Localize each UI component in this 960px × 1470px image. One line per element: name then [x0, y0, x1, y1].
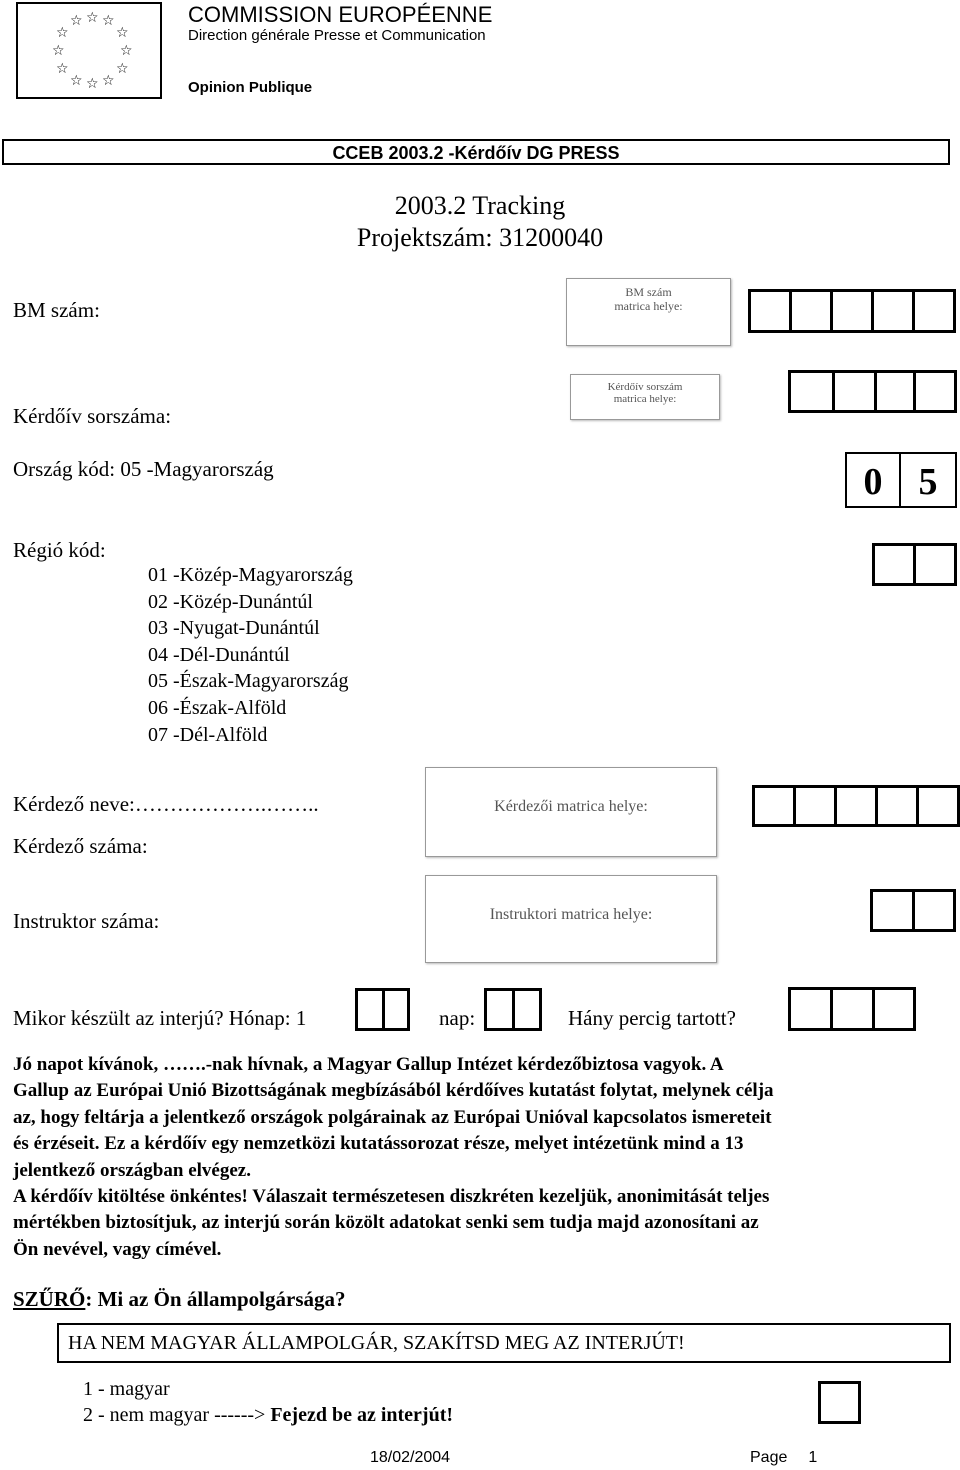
answer-option-2-action: Fejezd be az interjút!	[270, 1404, 454, 1426]
country-code-label-bold: Ország kód:	[13, 457, 116, 481]
org-unit: Opinion Publique	[188, 79, 313, 96]
interviewer-digit-box[interactable]	[916, 785, 960, 827]
intro-line: Gallup az Európai Unió Bizottságának megbízásából kérdőíves kutatást folytat, melynek célja	[13, 1080, 774, 1102]
serial-digit-box[interactable]	[788, 370, 835, 413]
bm-digit-box[interactable]	[871, 289, 915, 333]
intro-line: jelentkező országban elvégez.	[13, 1159, 251, 1181]
country-code-label	[13, 457, 274, 482]
region-code-label: Régió kód:	[13, 538, 106, 562]
filter-warning-box	[57, 1323, 951, 1363]
intro-line: A kérdőív kitöltése önkéntes! Válaszait természetesen diszkréten kezeljük, anonimitását teljes	[13, 1186, 770, 1208]
filter-label: SZŰRŐ	[13, 1287, 86, 1311]
serial-digit-box[interactable]	[913, 370, 957, 413]
duration-digit-box[interactable]	[830, 987, 875, 1031]
interviewer-number-label: Kérdező száma:	[13, 834, 148, 858]
questionnaire-sticker-line-1: Kérdőív sorszám	[607, 381, 683, 393]
region-digit-box[interactable]	[872, 543, 916, 586]
intro-paragraph	[13, 1052, 948, 1263]
interviewer-sticker-area	[425, 767, 717, 857]
country-digit-box	[899, 452, 957, 508]
month-digit-box[interactable]	[382, 988, 410, 1031]
interviewer-digit-box[interactable]	[793, 785, 837, 827]
interviewer-digit-box[interactable]	[834, 785, 878, 827]
bm-digit-box[interactable]	[830, 289, 874, 333]
region-option: 07 -Dél-Alföld	[148, 723, 268, 746]
intro-line: az, hogy feltárja a jelentkező országok polgárainak az Európai Unióval kapcsolatos ismereteit	[13, 1106, 772, 1128]
answer-option-2-text: 2 - nem magyar ------>	[83, 1404, 271, 1426]
duration-digit-box[interactable]	[872, 987, 916, 1031]
banner-title: CCEB 2003.2 -Kérdőív DG PRESS	[332, 143, 620, 163]
intro-line: Ön nevével, vagy címével.	[13, 1238, 222, 1260]
answer-option-1: 1 - magyar	[83, 1378, 170, 1400]
region-option: 03 -Nyugat-Dunántúl	[148, 617, 320, 640]
region-option: 02 -Közép-Dunántúl	[148, 590, 313, 613]
footer-page	[750, 1449, 817, 1467]
interviewer-name-text: Kérdező neve:	[13, 792, 135, 816]
country-digit-1: 0	[863, 461, 883, 503]
questionnaire-banner	[2, 139, 950, 165]
bm-sticker-line-1: BM szám	[625, 285, 672, 299]
region-option: 01 -Közép-Magyarország	[148, 564, 353, 586]
footer-page-number: 1	[808, 1449, 818, 1466]
answer-checkbox[interactable]	[818, 1381, 861, 1424]
region-options-list	[148, 562, 353, 748]
serial-digit-box[interactable]	[832, 370, 877, 413]
intro-line: és érzéseit. Ez a kérdőív egy nemzetközi kutatássorozat része, melyet intézetünk mind a 13	[13, 1133, 744, 1155]
month-digit-box[interactable]	[355, 988, 385, 1031]
instructor-number-label: Instruktor száma:	[13, 909, 160, 933]
bm-label: BM szám:	[13, 298, 100, 322]
intro-line: mértékben biztosítjuk, az interjú során közölt adatokat senki sem tudja majd azonosítani az	[13, 1212, 759, 1234]
serial-digit-box[interactable]	[874, 370, 916, 413]
answer-option-2	[83, 1404, 453, 1427]
duration-digit-box[interactable]	[788, 987, 833, 1031]
eu-flag-logo	[16, 2, 162, 99]
interviewer-name-label	[13, 792, 319, 817]
eu-flag-stars-icon: ☆ ☆ ☆ ☆ ☆ ☆ ☆ ☆ ☆ ☆ ☆ ☆	[52, 10, 133, 92]
country-code-value: 05 -Magyarország	[115, 457, 274, 481]
bm-digit-box[interactable]	[789, 289, 833, 333]
region-option: 06 -Észak-Alföld	[148, 696, 287, 719]
bm-sticker-area	[566, 278, 731, 346]
interviewer-digit-box[interactable]	[752, 785, 796, 827]
org-title: COMMISSION EUROPÉENNE	[188, 2, 493, 27]
day-digit-box[interactable]	[512, 988, 542, 1031]
title-line-1: 2003.2 Tracking	[394, 191, 566, 220]
instructor-digit-box[interactable]	[912, 889, 956, 932]
bm-digit-box[interactable]	[748, 289, 792, 333]
title-line-2: Projektszám: 31200040	[356, 223, 604, 252]
questionnaire-sticker-line-2: matrica helye:	[613, 393, 677, 405]
footer-page-label: Page	[750, 1449, 788, 1466]
bm-digit-box[interactable]	[912, 289, 956, 333]
bm-sticker-line-2: matrica helye:	[614, 299, 683, 313]
org-subtitle: Direction générale Presse et Communication	[188, 27, 486, 44]
interviewer-digit-box[interactable]	[875, 785, 919, 827]
interviewer-sticker-label: Kérdezői matrica helye:	[494, 798, 648, 815]
instructor-digit-box[interactable]	[870, 889, 915, 932]
document-title	[0, 190, 960, 254]
interview-day-label: nap:	[439, 1006, 476, 1030]
instructor-sticker-label: Instruktori matrica helye:	[489, 906, 653, 923]
instructor-sticker-area	[425, 875, 717, 963]
interviewer-name-dots: ……………….……..	[134, 792, 319, 816]
filter-warning-text: HA NEM MAGYAR ÁLLAMPOLGÁR, SZAKÍTSD MEG AZ INTERJÚT!	[68, 1332, 685, 1354]
filter-question-text: : Mi az Ön állampolgársága?	[85, 1287, 346, 1311]
country-digit-2: 5	[918, 461, 938, 503]
region-option: 05 -Észak-Magyarország	[148, 670, 349, 693]
interview-month-label: Mikor készült az interjú? Hónap: 1	[13, 1006, 307, 1030]
filter-question	[13, 1287, 346, 1312]
interview-duration-label: Hány percig tartott?	[568, 1006, 736, 1030]
footer-date: 18/02/2004	[370, 1449, 451, 1466]
questionnaire-serial-label: Kérdőív sorszáma:	[13, 404, 172, 428]
intro-line: Jó napot kívánok, …….-nak hívnak, a Magyar Gallup Intézet kérdezőbiztosa vagyok. A	[13, 1054, 724, 1075]
region-option: 04 -Dél-Dunántúl	[148, 643, 290, 666]
day-digit-box[interactable]	[484, 988, 515, 1031]
questionnaire-sticker-area	[570, 374, 720, 420]
region-digit-box[interactable]	[913, 543, 957, 586]
country-digit-box	[845, 452, 901, 508]
